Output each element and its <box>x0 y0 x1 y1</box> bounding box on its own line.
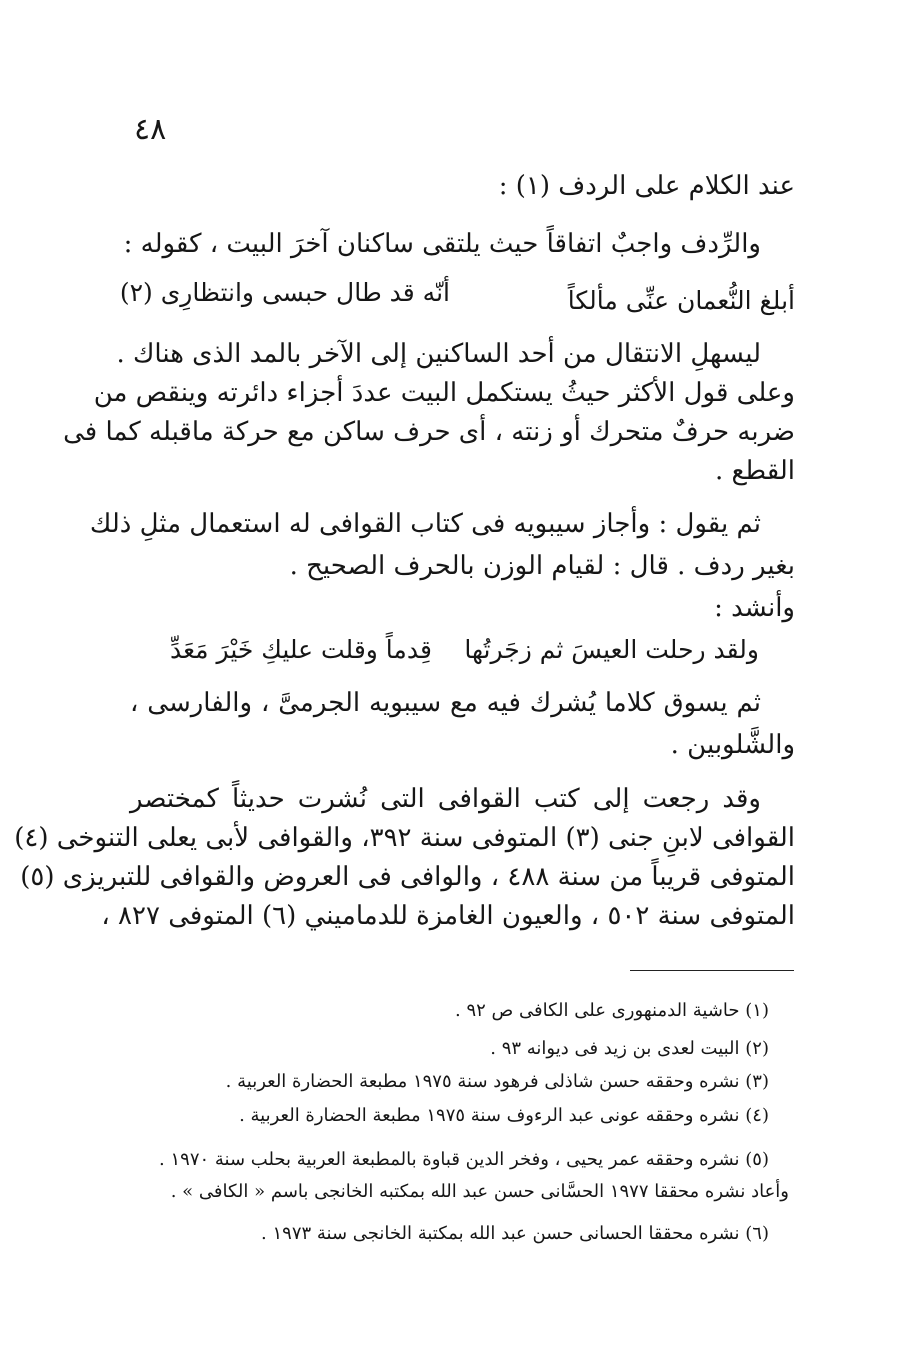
text-line: ضربه حرفٌ متحرك أو زنته ، أى حرف ساكن مع حركة ماقبله كما فى <box>63 417 795 447</box>
text-line: القوافى لابنِ جنى (٣) المتوفى سنة ٣٩٢، والقوافى لأبى يعلى التنوخى (٤) <box>14 823 795 853</box>
text-line: وعلى قول الأكثر حيثُ يستكمل البيت عددَ أجزاء دائرته وينقص من <box>93 378 795 408</box>
footnote-3: (٣) نشره وحققه حسن شاذلى فرهود سنة ١٩٧٥ مطبعة الحضارة العربية . <box>225 1071 769 1092</box>
verse-2-first-hemistich: ولقد رحلت العيسَ ثم زجَرتُها <box>464 635 759 664</box>
footnote-2: (٢) البيت لعدى بن زيد فى ديوانه ٩٣ . <box>490 1038 769 1059</box>
text-line: وقد رجعت إلى كتب القوافى التى نُشرت حديثاً كمختصر <box>130 784 761 814</box>
verse-2-second-hemistich: قِدماً وقلت عليكِ خَيْرَ مَعَدِّ <box>170 635 432 664</box>
text-line: ليسهلِ الانتقال من أحد الساكنين إلى الآخر بالمد الذى هناك . <box>116 339 761 369</box>
footnote-4: (٤) نشره وحققه عونى عبد الرءوف سنة ١٩٧٥ مطبعة الحضارة العربية . <box>239 1105 769 1126</box>
text-line: القطع . <box>715 456 795 486</box>
text-line: المتوفى سنة ٥٠٢ ، والعيون الغامزة للدماميني (٦) المتوفى ٨٢٧ ، <box>101 901 795 931</box>
footnote-separator <box>630 970 794 971</box>
verse-1-first-hemistich: أبلغ النُّعمان عنِّى مألكاً <box>567 286 795 315</box>
verse-1-second-hemistich: أنّه قد طال حبسى وانتظارِى (٢) <box>119 278 450 307</box>
text-line: بغير ردف . قال : لقيام الوزن بالحرف الصحيح . <box>289 551 795 581</box>
text-line: والرِّدف واجبٌ اتفاقاً حيث يلتقى ساكنان آخرَ البيت ، كقوله : <box>123 229 761 259</box>
text-line: وأنشد : <box>714 593 795 623</box>
footnote-5-continuation: وأعاد نشره محققا ١٩٧٧ الحسَّانى حسن عبد الله بمكتبه الخانجى باسم « الكافى » . <box>170 1181 789 1202</box>
footnote-5: (٥) نشره وحققه عمر يحيى ، وفخر الدين قباوة بالمطبعة العربية بحلب سنة ١٩٧٠ . <box>159 1149 769 1170</box>
text-line: والشَّلوبين . <box>670 730 795 760</box>
text-line: عند الكلام على الردف (١) : <box>498 171 795 201</box>
footnote-1: (١) حاشية الدمنهورى على الكافى ص ٩٢ . <box>455 1000 769 1021</box>
main-text <box>14 0 795 960</box>
text-line: المتوفى قريباً من سنة ٤٨٨ ، والوافى فى العروض والقوافى للتبريزى (٥) <box>20 862 795 892</box>
text-line: ثم يسوق كلاما يُشرك فيه مع سيبويه الجرمىَّ ، والفارسى ، <box>130 688 761 718</box>
footnote-6: (٦) نشره محققا الحسانى حسن عبد الله بمكتبة الخانجى سنة ١٩٧٣ . <box>261 1223 769 1244</box>
page-number: ٤٨ <box>134 112 167 147</box>
text-line: ثم يقول : وأجاز سيبويه فى كتاب القوافى له استعمال مثلِ ذلك <box>89 509 761 539</box>
